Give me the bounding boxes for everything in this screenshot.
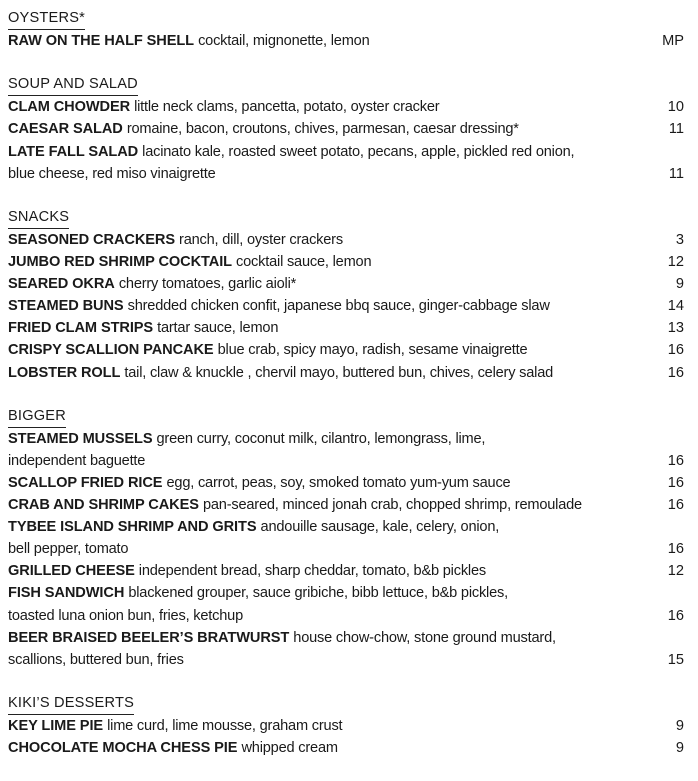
item-price: 9 xyxy=(675,740,684,757)
menu-item xyxy=(8,472,684,494)
item-price: 13 xyxy=(667,320,684,337)
menu-item xyxy=(8,362,684,384)
item-name: FISH SANDWICH xyxy=(8,585,125,602)
item-description-continued: blue cheese, red miso vinaigrette xyxy=(8,165,216,182)
item-name: STEAMED BUNS xyxy=(8,298,124,315)
item-name: KEY LIME PIE xyxy=(8,718,104,734)
item-description: whipped cream xyxy=(241,740,338,757)
menu-item xyxy=(8,715,684,737)
menu-item xyxy=(8,339,684,361)
item-description-continued: scallions, buttered bun, fries xyxy=(8,651,184,668)
item-description: little neck clams, pancetta, potato, oyster cracker xyxy=(134,99,440,116)
item-price: MP xyxy=(662,33,684,50)
item-description: egg, carrot, peas, soy, smoked tomato yum-yum sauce xyxy=(166,474,511,491)
item-price: 3 xyxy=(675,231,684,248)
item-name: LOBSTER ROLL xyxy=(8,364,121,381)
item-description: andouille sausage, kale, celery, onion, xyxy=(260,519,500,536)
section-heading: OYSTERS* xyxy=(8,8,85,30)
item-name: LATE FALL SALAD xyxy=(8,143,139,160)
section-heading: KIKI’S DESSERTS xyxy=(8,693,134,715)
item-description: tartar sauce, lemon xyxy=(157,320,279,337)
item-name: CHOCOLATE MOCHA CHESS PIE xyxy=(8,740,238,757)
item-price: 11 xyxy=(668,165,684,182)
item-name: CRISPY SCALLION PANCAKE xyxy=(8,342,214,359)
item-description: blackened grouper, sauce gribiche, bibb lettuce, b&b pickles, xyxy=(128,585,508,602)
menu-item xyxy=(8,317,684,339)
menu-item xyxy=(8,627,684,671)
menu-item xyxy=(8,295,684,317)
item-price: 16 xyxy=(667,607,684,624)
item-description: ranch, dill, oyster crackers xyxy=(179,231,343,248)
item-name: JUMBO RED SHRIMP COCKTAIL xyxy=(8,254,232,271)
item-name: STEAMED MUSSELS xyxy=(8,430,153,447)
item-name: BEER BRAISED BEELER’S BRATWURST xyxy=(8,629,290,646)
item-name: TYBEE ISLAND SHRIMP AND GRITS xyxy=(8,519,257,536)
menu-section xyxy=(8,406,684,671)
item-name: GRILLED CHEESE xyxy=(8,563,135,580)
item-description: independent bread, sharp cheddar, tomato, b&b pickles xyxy=(138,563,486,580)
menu-item xyxy=(8,251,684,273)
menu-section xyxy=(8,74,684,184)
item-description: blue crab, spicy mayo, radish, sesame vinaigrette xyxy=(217,342,528,359)
section-heading: SNACKS xyxy=(8,207,69,229)
section-heading: SOUP AND SALAD xyxy=(8,74,138,96)
item-description: romaine, bacon, croutons, chives, parmesan, caesar dressing* xyxy=(126,121,519,138)
item-description: cocktail sauce, lemon xyxy=(236,254,372,271)
item-price: 16 xyxy=(667,474,684,491)
menu-item xyxy=(8,96,684,118)
item-price: 16 xyxy=(667,541,684,558)
item-price: 15 xyxy=(667,651,684,668)
menu xyxy=(8,8,684,781)
menu-item xyxy=(8,494,684,516)
item-name: RAW ON THE HALF SHELL xyxy=(8,33,194,50)
item-description-continued: toasted luna onion bun, fries, ketchup xyxy=(8,607,243,624)
item-price: 11 xyxy=(668,121,684,138)
menu-section xyxy=(8,207,684,384)
item-price: 16 xyxy=(667,497,684,514)
section-heading: BIGGER xyxy=(8,406,66,428)
item-name: SCALLOP FRIED RICE xyxy=(8,474,163,491)
item-price: 12 xyxy=(667,254,684,271)
item-price: 16 xyxy=(667,342,684,359)
menu-item xyxy=(8,118,684,140)
item-description-continued: bell pepper, tomato xyxy=(8,541,129,558)
item-description: cocktail, mignonette, lemon xyxy=(198,33,370,50)
item-price: 16 xyxy=(667,364,684,381)
item-name: CRAB AND SHRIMP CAKES xyxy=(8,497,199,514)
menu-item xyxy=(8,737,684,759)
item-description: lacinato kale, roasted sweet potato, pecans, apple, pickled red onion, xyxy=(142,143,575,160)
item-description: lime curd, lime mousse, graham crust xyxy=(107,718,343,734)
menu-section xyxy=(8,8,684,52)
item-price: 12 xyxy=(667,563,684,580)
item-price: 9 xyxy=(675,718,684,734)
menu-item xyxy=(8,229,684,251)
item-name: CAESAR SALAD xyxy=(8,121,123,138)
item-description-continued: independent baguette xyxy=(8,452,146,469)
item-description: cherry tomatoes, garlic aioli* xyxy=(118,276,297,293)
menu-item xyxy=(8,428,684,472)
item-name: FRIED CLAM STRIPS xyxy=(8,320,154,337)
item-price: 9 xyxy=(675,276,684,293)
item-description: house chow-chow, stone ground mustard, xyxy=(293,629,556,646)
item-price: 14 xyxy=(667,298,684,315)
menu-item xyxy=(8,273,684,295)
menu-item xyxy=(8,560,684,582)
item-name: SEASONED CRACKERS xyxy=(8,231,175,248)
item-price: 16 xyxy=(667,452,684,469)
menu-item xyxy=(8,141,684,185)
item-name: CLAM CHOWDER xyxy=(8,99,131,116)
menu-item xyxy=(8,516,684,560)
item-price: 10 xyxy=(667,99,684,116)
item-description: tail, claw & knuckle , chervil mayo, buttered bun, chives, celery salad xyxy=(124,364,554,381)
item-description: shredded chicken confit, japanese bbq sauce, ginger-cabbage slaw xyxy=(127,298,550,315)
menu-item xyxy=(8,582,684,626)
menu-section xyxy=(8,693,684,759)
item-name: SEARED OKRA xyxy=(8,276,115,293)
menu-item xyxy=(8,30,684,52)
item-description: green curry, coconut milk, cilantro, lemongrass, lime, xyxy=(156,430,486,447)
item-description: pan-seared, minced jonah crab, chopped shrimp, remoulade xyxy=(202,497,582,514)
